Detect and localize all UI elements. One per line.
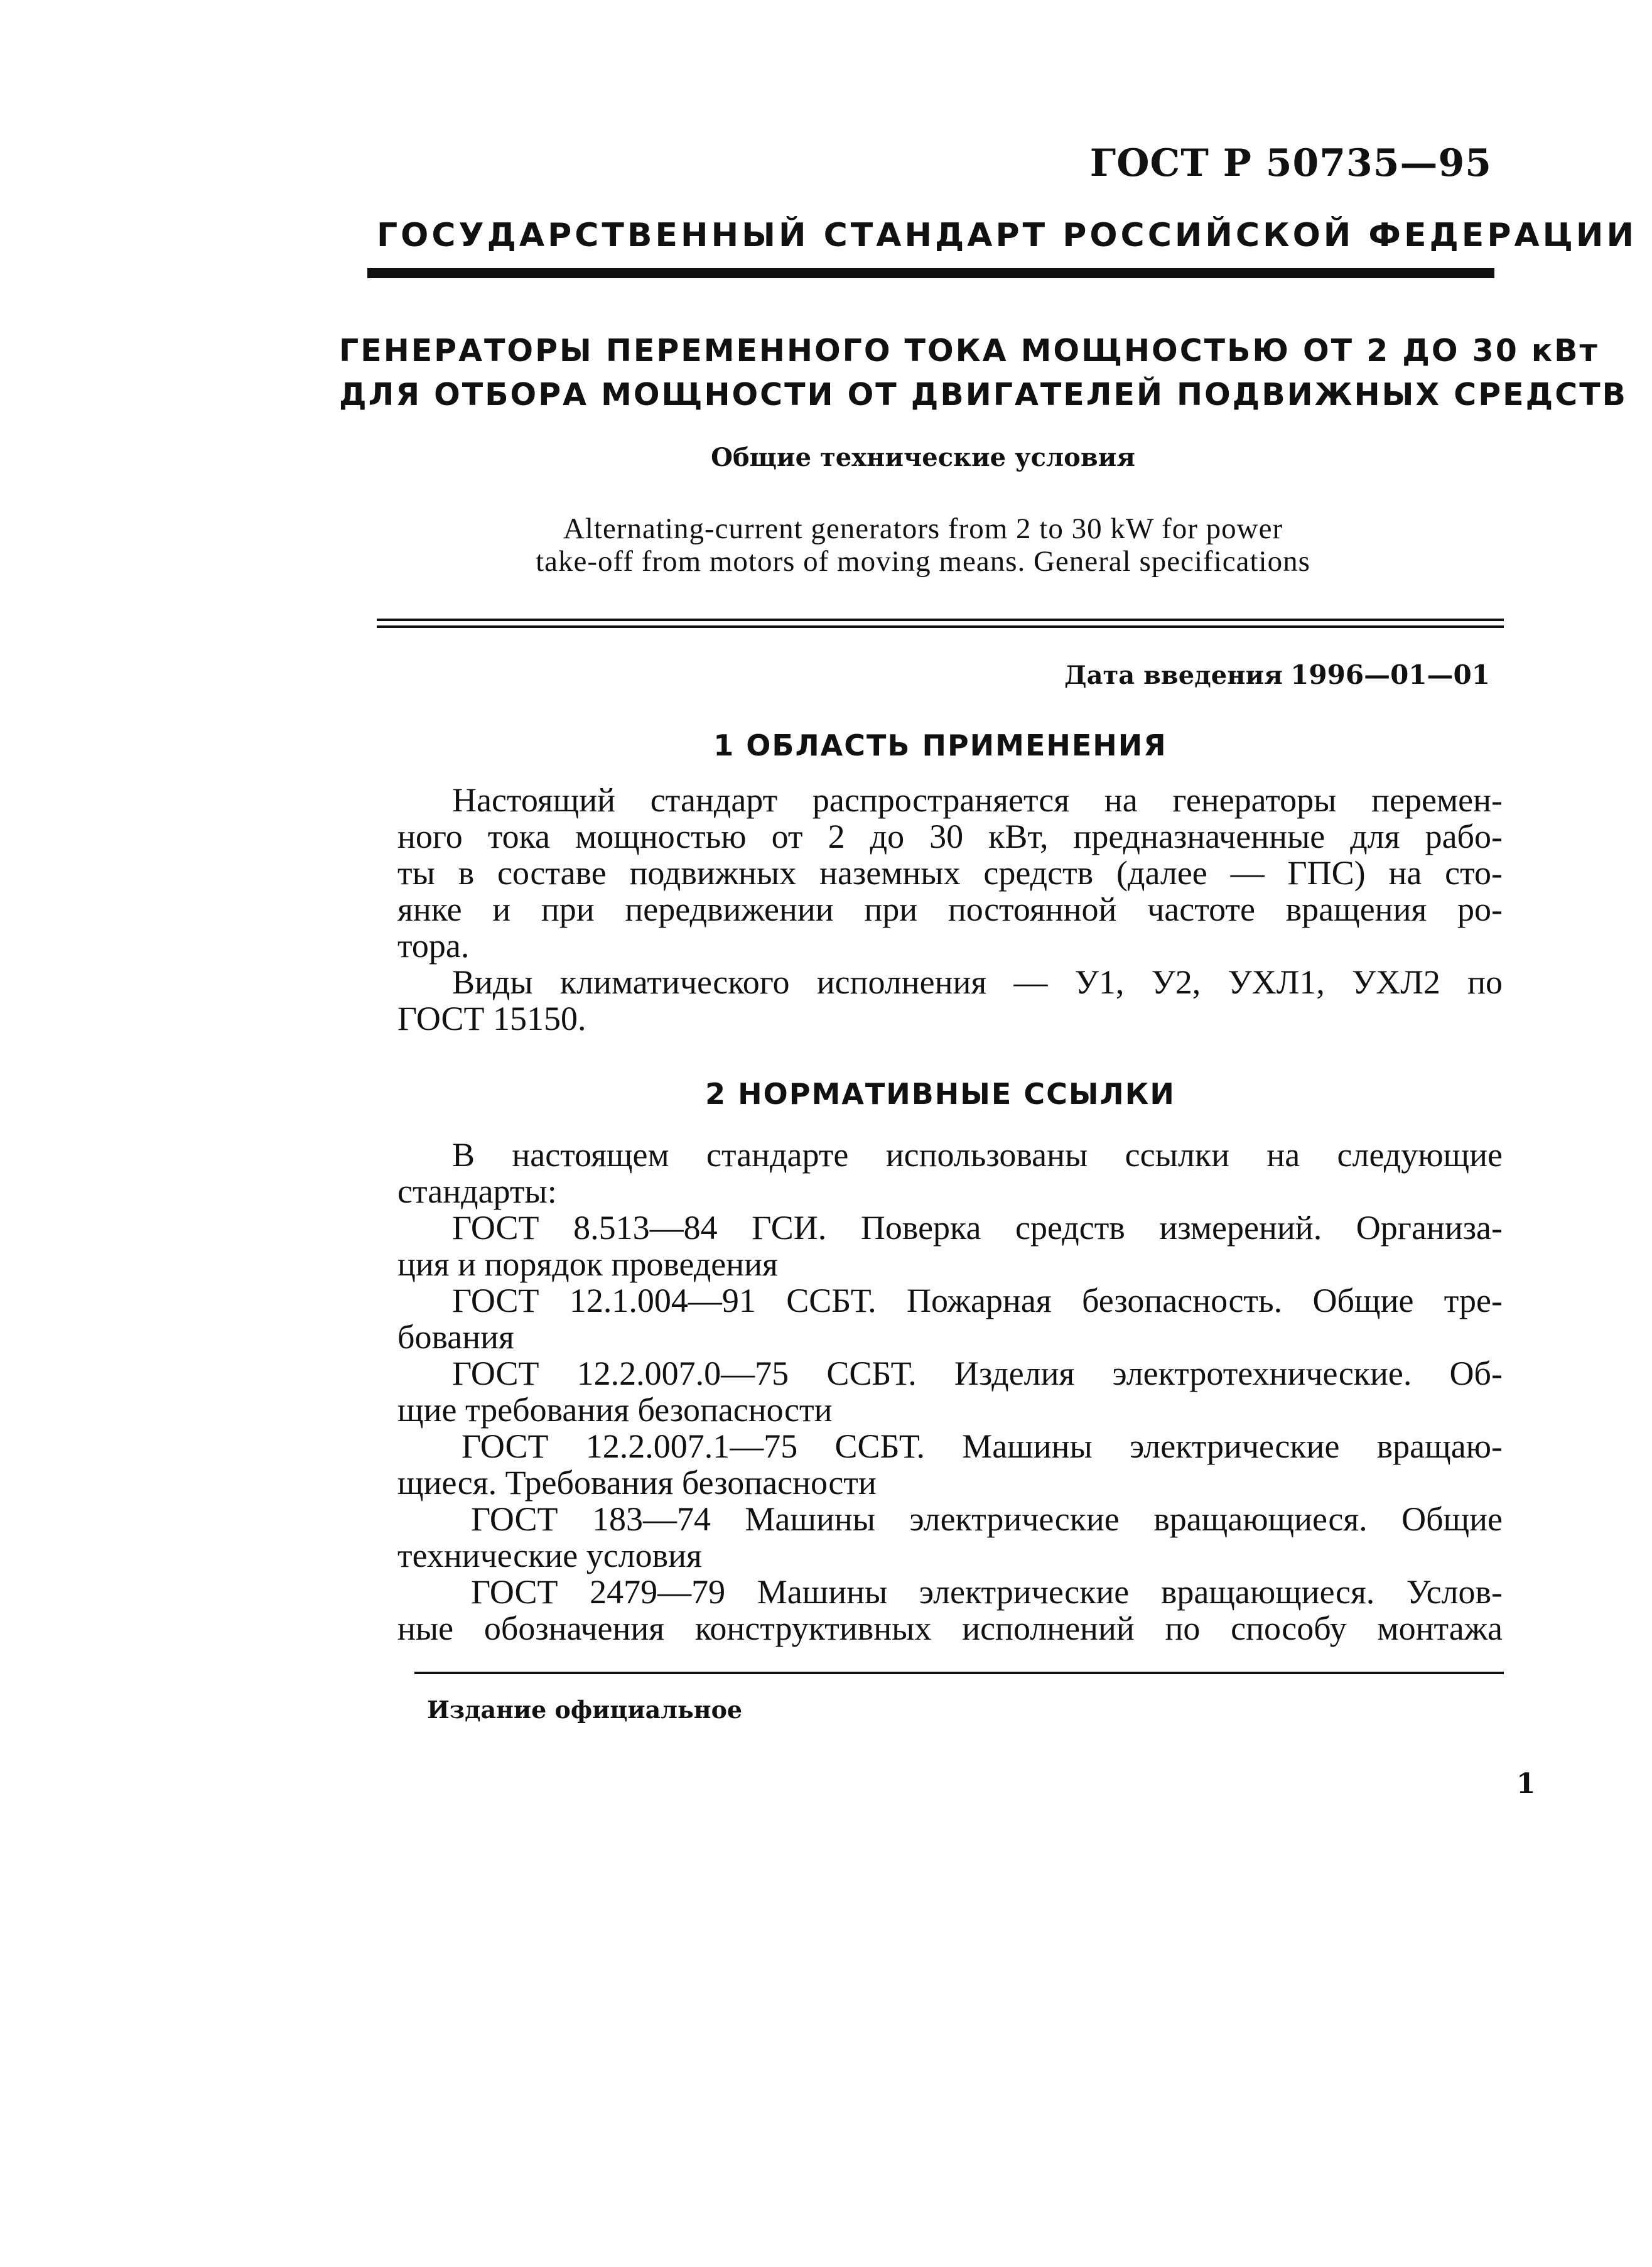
footer-rule: [414, 1672, 1504, 1674]
section-1-line: Виды климатического исполнения — У1, У2, УХЛ1, УХЛ2 по: [452, 963, 1503, 1001]
section-1-line: ты в составе подвижных наземных средств (далее — ГПС) на сто-: [397, 854, 1503, 892]
page-number: 1: [1516, 1768, 1536, 1800]
reference-line: ция и порядок проведения: [397, 1245, 778, 1283]
english-title-line-1: Alternating-current generators from 2 to 30 kW for power: [563, 512, 1283, 545]
reference-line: ГОСТ 8.513—84 ГСИ. Поверка средств измерений. Организа-: [452, 1209, 1503, 1247]
section-1-line: тора.: [397, 927, 470, 965]
edition-note: Издание официальное: [427, 1696, 743, 1724]
section-2-line: стандарты:: [397, 1172, 557, 1210]
title-rule: [377, 619, 1504, 628]
subtitle: Общие технические условия: [711, 443, 1135, 472]
section-1-line: Настоящий стандарт распространяется на генераторы перемен-: [452, 781, 1503, 819]
english-title-line-2: take-off from motors of moving means. General specifications: [536, 545, 1310, 578]
reference-line: ГОСТ 12.2.007.1—75 ССБТ. Машины электрические вращаю-: [462, 1427, 1503, 1465]
title-line-2: ДЛЯ ОТБОРА МОЩНОСТИ ОТ ДВИГАТЕЛЕЙ ПОДВИЖНЫХ СРЕДСТВ: [339, 377, 1628, 413]
intro-date-label: Дата введения: [1064, 661, 1283, 690]
reference-line: ные обозначения конструктивных исполнений по способу монтажа: [397, 1610, 1503, 1647]
reference-line: ГОСТ 183—74 Машины электрические вращающиеся. Общие: [471, 1500, 1503, 1538]
title-line-1: ГЕНЕРАТОРЫ ПЕРЕМЕННОГО ТОКА МОЩНОСТЬЮ ОТ 2 ДО 30 кВт: [339, 333, 1599, 369]
state-standard-heading: ГОСУДАРСТВЕННЫЙ СТАНДАРТ РОССИЙСКОЙ ФЕДЕРАЦИИ: [377, 217, 1637, 254]
reference-line: ГОСТ 12.2.007.0—75 ССБТ. Изделия электротехнические. Об-: [452, 1355, 1503, 1392]
document-code: ГОСТ Р 50735—95: [1089, 141, 1492, 185]
header-rule: [367, 268, 1494, 278]
reference-line: бования: [397, 1318, 514, 1356]
reference-line: щиеся. Требования безопасности: [397, 1464, 877, 1501]
section-2-line: В настоящем стандарте использованы ссылки на следующие: [452, 1136, 1503, 1174]
intro-date-value: 1996—01—01: [1290, 659, 1490, 690]
reference-line: ГОСТ 2479—79 Машины электрические вращающиеся. Услов-: [471, 1573, 1503, 1611]
section-1-line: ГОСТ 15150.: [397, 1000, 586, 1037]
reference-line: ГОСТ 12.1.004—91 ССБТ. Пожарная безопасность. Общие тре-: [452, 1282, 1503, 1319]
section-1-line: ного тока мощностью от 2 до 30 кВт, предназначенные для рабо-: [397, 818, 1503, 855]
section-1-line: янке и при передвижении при постоянной частоте вращения ро-: [397, 890, 1503, 928]
reference-line: технические условия: [397, 1537, 702, 1574]
section-1-heading: 1 ОБЛАСТЬ ПРИМЕНЕНИЯ: [713, 728, 1167, 762]
section-2-heading: 2 НОРМАТИВНЫЕ ССЫЛКИ: [705, 1077, 1175, 1111]
reference-line: щие требования безопасности: [397, 1391, 833, 1429]
